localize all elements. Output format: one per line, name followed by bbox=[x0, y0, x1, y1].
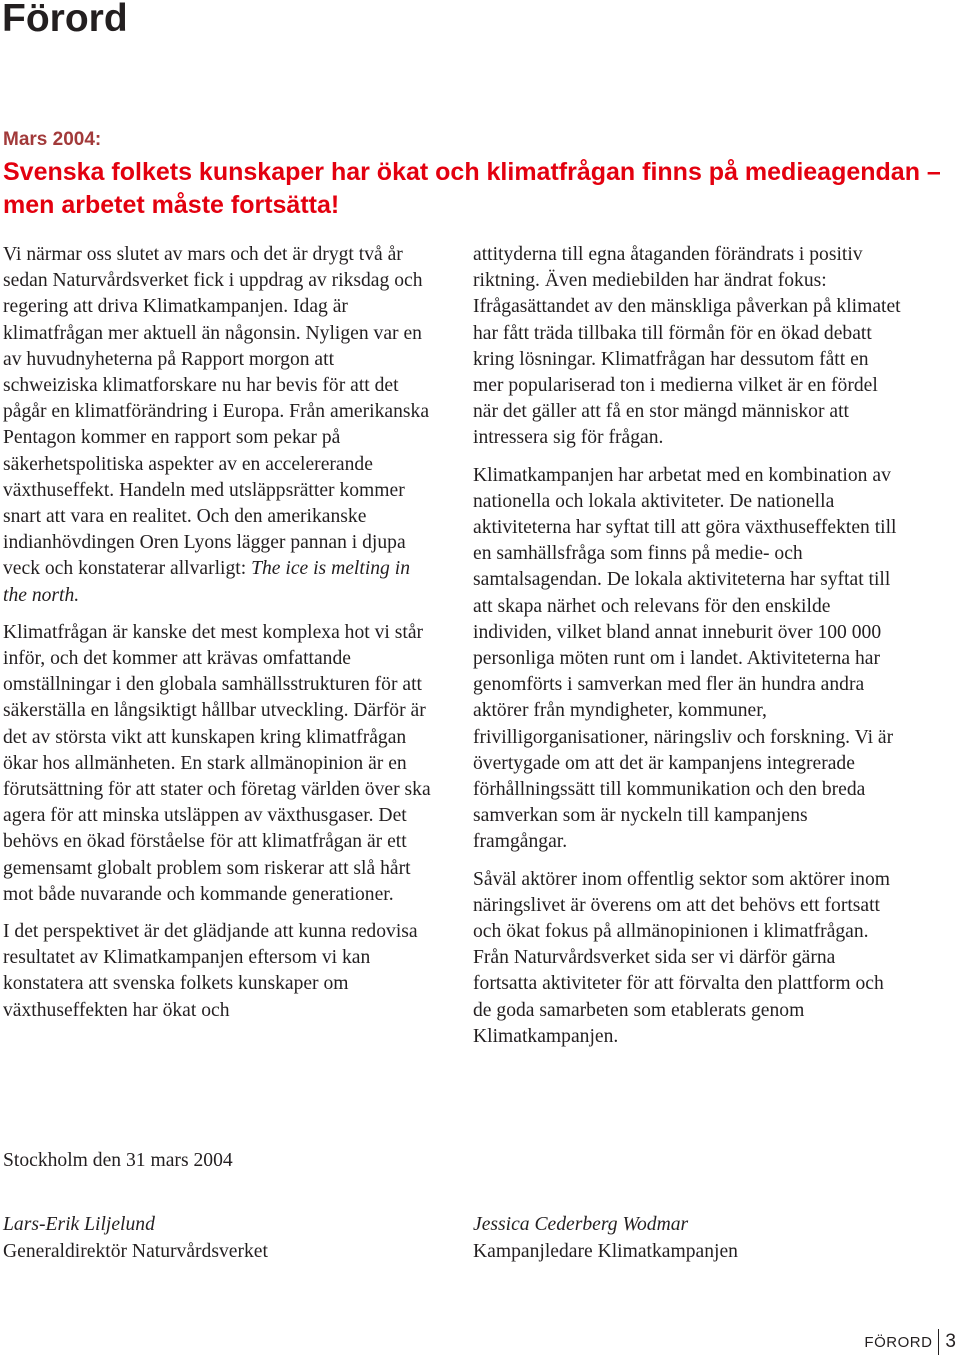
signature-block bbox=[473, 1211, 738, 1265]
paragraph: attityderna till egna åtaganden förändrats i positiv riktning. Även mediebilden har ändrat fokus: Ifrågasättandet av den mänskliga påverkan på klimatet har fått träda tillbaka till förmån för en ökad debatt kring lösningar. Klimatfrågan har dessutom fått en mer populariserad ton i medierna vilket är en fördel när det gäller att få en stor mängd människor att intressera sig för frågan. bbox=[473, 244, 901, 449]
signatory-name: Jessica Cederberg Wodmar bbox=[473, 1214, 689, 1235]
footer-section-label: FÖRORD bbox=[864, 1333, 933, 1351]
dateline: Stockholm den 31 mars 2004 bbox=[3, 1150, 233, 1171]
page-title: Förord bbox=[2, 0, 128, 40]
signatory-name: Lars-Erik Liljelund bbox=[3, 1214, 155, 1235]
paragraph: Klimatkampanjen har arbetat med en kombination av nationella och lokala aktiviteter. De nationella aktiviteterna har syftat till att göra växthuseffekten till en samhällsfråga som finns på medie- och samtalsagendan. De lokala aktiviteterna har syftat till att skapa närhet och relevans för den enskilde individen, vilket bland annat inneburit över 100 000 personliga möten runt om i landet. Aktiviteterna har genomförts i samverkan med fler än hundra andra aktörer från myndigheter, kommuner, frivilligorganisationer, näringsliv och forskning. Vi är övertygade om att det är kampanjens integrerade förhållningssätt till kommunikation och den breda samverkan som är nyckeln till kampanjens framgångar. bbox=[473, 464, 897, 853]
date-kicker: Mars 2004: bbox=[3, 129, 102, 150]
page-number: 3 bbox=[945, 1331, 956, 1352]
paragraph: Klimatfrågan är kanske det mest komplexa hot vi står inför, och det kommer att krävas omfattande omställningar i den globala samhällsstrukturen för att säkerställa en långsiktigt hållbar utveckling. Därför är det av största vikt att kunskapen kring klimatfrågan ökar hos allmänheten. En stark allmänopinion är en förutsättning för att stater och företag världen över ska agera för att minska utsläppen av växthusgaser. Det behövs en ökad förståelse för att klimatfrågan är ett gemensamt globalt problem som riskerar att slå hårt mot både nuvarande och kommande generationer. bbox=[3, 621, 431, 905]
paragraph: I det perspektivet är det glädjande att kunna redovisa resultatet av Klimatkampanjen eftersom vi kan konstatera att svenska folkets kunskaper om växthuseffekten har ökat och bbox=[3, 921, 418, 1021]
body-column-left bbox=[3, 242, 433, 1035]
page-footer bbox=[864, 1328, 960, 1356]
paragraph-text: Vi närmar oss slutet av mars och det är drygt två år sedan Naturvårdsverket fick i uppdrag av riksdag och regering att driva Klimatkampanjen. Idag är klimatfrågan mer aktuell än någonsin. Nyligen var en av huvudnyheterna på Rapport morgon att schweiziska klimatforskare nu har bevis för att det pågår en klimatförändring i Europa. Från amerikanska Pentagon kommer en rapport som pekar på säkerhetspolitiska aspekter av en accelererande växthuseffekt. Handeln med utsläppsrätter kommer snart att vara en realitet. Och den amerikanske indianhövdingen Oren Lyons lägger pannan i djupa veck och konstaterar allvarligt: bbox=[3, 244, 430, 580]
signatory-title: Generaldirektör Naturvårdsverket bbox=[3, 1241, 268, 1262]
quote: The ice is melting in the north. bbox=[3, 558, 410, 606]
signature-block bbox=[3, 1211, 268, 1265]
headline: Svenska folkets kunskaper har ökat och klimatfrågan finns på medieagendan – men arbetet måste fortsätta! bbox=[3, 158, 941, 219]
paragraph bbox=[3, 242, 433, 609]
body-column-right bbox=[473, 242, 903, 1061]
signatory-title: Kampanjledare Klimatkampanjen bbox=[473, 1241, 738, 1262]
paragraph: Såväl aktörer inom offentlig sektor som aktörer inom näringslivet är överens om att det behövs ett fortsatt och ökat fokus på allmänopinionen i klimatfrågan. Från Naturvårdsverket sida ser vi därför gärna fortsatta aktiviteter för att förvalta den plattform och de goda samarbeten som etablerats genom Klimatkampanjen. bbox=[473, 868, 890, 1047]
